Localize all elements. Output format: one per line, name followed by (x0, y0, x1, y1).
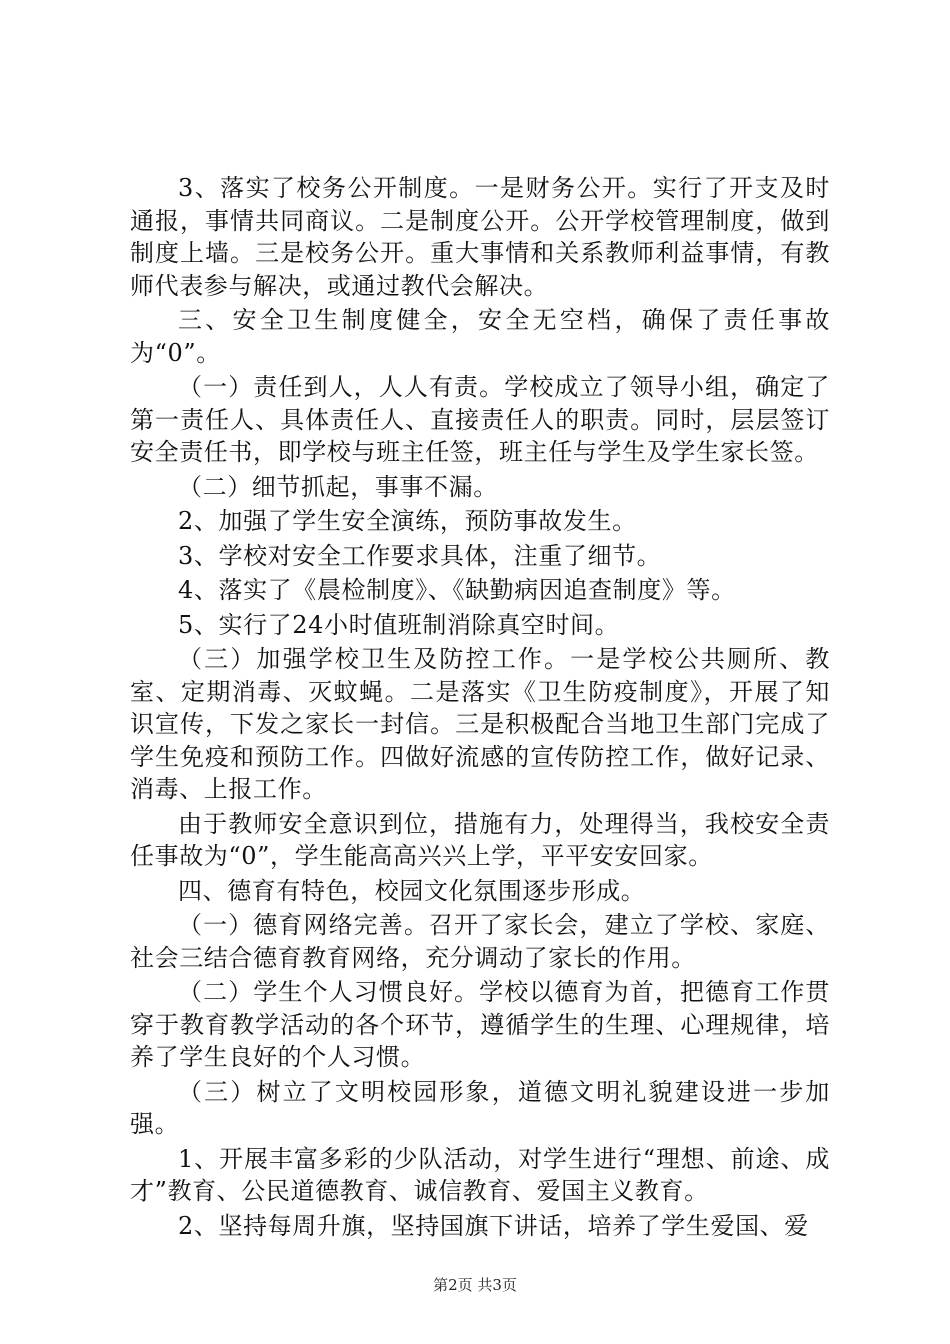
paragraph: 3、学校对安全工作要求具体，注重了细节。 (178, 541, 662, 570)
paragraph: 4、落实了《晨检制度》、《缺勤病因追查制度》等。 (178, 576, 736, 604)
paragraph: （二）细节抓起，事事不漏。 (178, 472, 498, 501)
paragraph: 三、安全卫生制度健全，安全无空档，确保了责任事故为“0”。 (130, 306, 830, 367)
document-body (130, 172, 830, 1244)
paragraph: 2、加强了学生安全演练，预防事故发生。 (178, 507, 637, 535)
paragraph: 5、实行了24小时值班制消除真空时间。 (178, 610, 620, 639)
page-footer (0, 1274, 950, 1295)
paragraph: （一）德育网络完善。召开了家长会，建立了学校、家庭、社会三结合德育教育网络，充分调动了家长的作用。 (130, 911, 830, 972)
paragraph: 2、坚持每周升旗，坚持国旗下讲话，培养了学生爱国、爱 (178, 1211, 809, 1240)
paragraph: 1、开展丰富多彩的少队活动，对学生进行“理想、前途、成才”教育、公民道德教育、诚信教育、爱国主义教育。 (130, 1144, 830, 1205)
paragraph: （三）加强学校卫生及防控工作。一是学校公共厕所、教室、定期消毒、灭蚊蝇。二是落实《卫生防疫制度》，开展了知识宣传，下发之家长一封信。三是积极配合当地卫生部门完成了学生免疫和预防工作。四做好流感的宣传防控工作，做好记录、消毒、上报工作。 (130, 645, 830, 803)
paragraph: （一）责任到人，人人有责。学校成立了领导小组，确定了第一责任人、具体责任人、直接责任人的职责。同时，层层签订安全责任书，即学校与班主任签，班主任与学生及学生家长签。 (130, 373, 830, 466)
paragraph: 四、德育有特色，校园文化氛围逐步形成。 (178, 876, 646, 905)
paragraph: （三）树立了文明校园形象，道德文明礼貌建设进一步加强。 (130, 1077, 830, 1138)
paragraph: 由于教师安全意识到位，措施有力，处理得当，我校安全责任事故为“0”，学生能高高兴兴上学，平平安安回家。 (130, 809, 830, 870)
page-number-label: 第2页 共3页 (433, 1276, 517, 1294)
paragraph: （二）学生个人习惯良好。学校以德育为首，把德育工作贯穿于教育教学活动的各个环节，遵循学生的生理、心理规律，培养了学生良好的个人习惯。 (130, 978, 830, 1071)
paragraph: 3、落实了校务公开制度。一是财务公开。实行了开支及时通报，事情共同商议。二是制度公开。公开学校管理制度，做到制度上墙。三是校务公开。重大事情和关系教师利益事情，有教师代表参与解决，或通过教代会解决。 (130, 174, 830, 300)
